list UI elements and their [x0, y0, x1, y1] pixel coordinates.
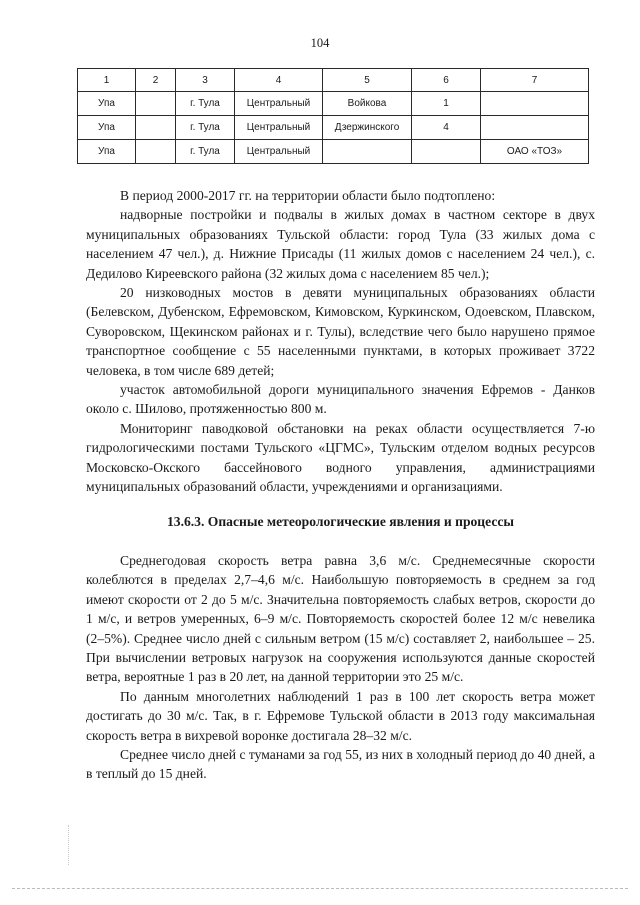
footer-rule: [12, 888, 628, 889]
table-header-cell: 3: [176, 69, 235, 92]
paragraph-flooding-intro: В период 2000-2017 гг. на территории области было подтоплено:: [120, 188, 496, 203]
table-cell: [323, 140, 412, 164]
paragraph-outbuildings: надворные постройки и подвалы в жилых домах в частном секторе в двух муниципальных образованиях Тульской области: город Тула (33 жилых дома с населением 47 чел.), д. Нижние Присады (11 жилых домов с населением 24 чел.), с. Дедилово Киреевского района (32 жилых дома с населением 85 чел.);: [86, 207, 595, 281]
table-cell: [136, 116, 176, 140]
table-cell: ОАО «ТОЗ»: [481, 140, 589, 164]
table-row: [78, 92, 589, 116]
table-cell: Упа: [78, 92, 136, 116]
table-header-row: [78, 69, 589, 92]
table-header-cell: 5: [323, 69, 412, 92]
page-number: 104: [310, 36, 330, 50]
scan-margin-dots: [68, 825, 71, 865]
table-cell: [136, 92, 176, 116]
table-cell: г. Тула: [176, 116, 235, 140]
table-cell: Войкова: [323, 92, 412, 116]
table-header-cell: 4: [235, 69, 323, 92]
table-cell: г. Тула: [176, 92, 235, 116]
paragraph-wind-speed: Среднегодовая скорость ветра равна 3,6 м/с. Среднемесячные скорости колеблются в пределах 2,7–4,6 м/с. Наибольшую повторяемость в среднем за год имеют скорости от 2 до 5 м/с. Значительна повторяемость слабых ветров, скорости до 1 м/с, и ветров умеренных, 6–9 м/с. Повторяемость скоростей более 12 м/с невелика (2–5%). Среднее число дней с сильным ветром (15 м/с) составляет 2, наибольшее – 25. При вычислении ветровых нагрузок на сооружения используются данные скоростей ветра, вероятные 1 раз в 20 лет, на данной территории это 25 м/с.: [86, 552, 595, 685]
table-cell: [481, 116, 589, 140]
paragraph-monitoring: Мониторинг паводковой обстановки на реках области осуществляется 7-ю гидрологическими постами Тульского «ЦГМС», Тульским отделом водных ресурсов Московско-Окского бассейнового водного управления, администрациями муниципальных образований области, учреждениями и организациями.: [86, 420, 595, 495]
table-cell: 4: [412, 116, 481, 140]
table-cell: Упа: [78, 140, 136, 164]
paragraph-bridges: 20 низководных мостов в девяти муниципальных образованиях области (Белевском, Дубенском, Ефремовском, Кимовском, Куркинском, Одоевском, Плавском, Суворовском, Щекинском районах и г. Тулы), вследствие чего было нарушено прямое транспортное сообщение с 55 населенными пунктами, в которых проживает 3722 человека, в том числе 689 детей;: [86, 285, 595, 378]
paragraph-wind-extreme: По данным многолетних наблюдений 1 раз в 100 лет скорость ветра может достигать до 30 м/с. Так, в г. Ефремове Тульской области в 2013 году максимальная скорость ветра в вихревой воронке достигала 28–32 м/с.: [86, 688, 595, 743]
paragraph-road: участок автомобильной дороги муниципального значения Ефремов - Данков около с. Шилово, протяженностью 800 м.: [86, 382, 595, 417]
table-cell: [412, 140, 481, 164]
table-cell: Центральный: [235, 116, 323, 140]
table-cell: г. Тула: [176, 140, 235, 164]
table-cell: 1: [412, 92, 481, 116]
paragraph-fog: Среднее число дней с туманами за год 55, из них в холодный период до 40 дней, а в теплый до 15 дней.: [86, 746, 595, 782]
table-cell: Центральный: [235, 92, 323, 116]
table-cell: [136, 140, 176, 164]
table-cell: Упа: [78, 116, 136, 140]
data-table: [77, 68, 589, 164]
table-cell: [481, 92, 589, 116]
table-cell: Дзержинского: [323, 116, 412, 140]
table-header-cell: 2: [136, 69, 176, 92]
table-cell: Центральный: [235, 140, 323, 164]
table-header-cell: 7: [481, 69, 589, 92]
body-text: [86, 186, 595, 784]
table-row: [78, 116, 589, 140]
table-header-cell: 1: [78, 69, 136, 92]
table-header-cell: 6: [412, 69, 481, 92]
section-heading: 13.6.3. Опасные метеорологические явления и процессы: [166, 513, 515, 529]
table-row: [78, 140, 589, 164]
